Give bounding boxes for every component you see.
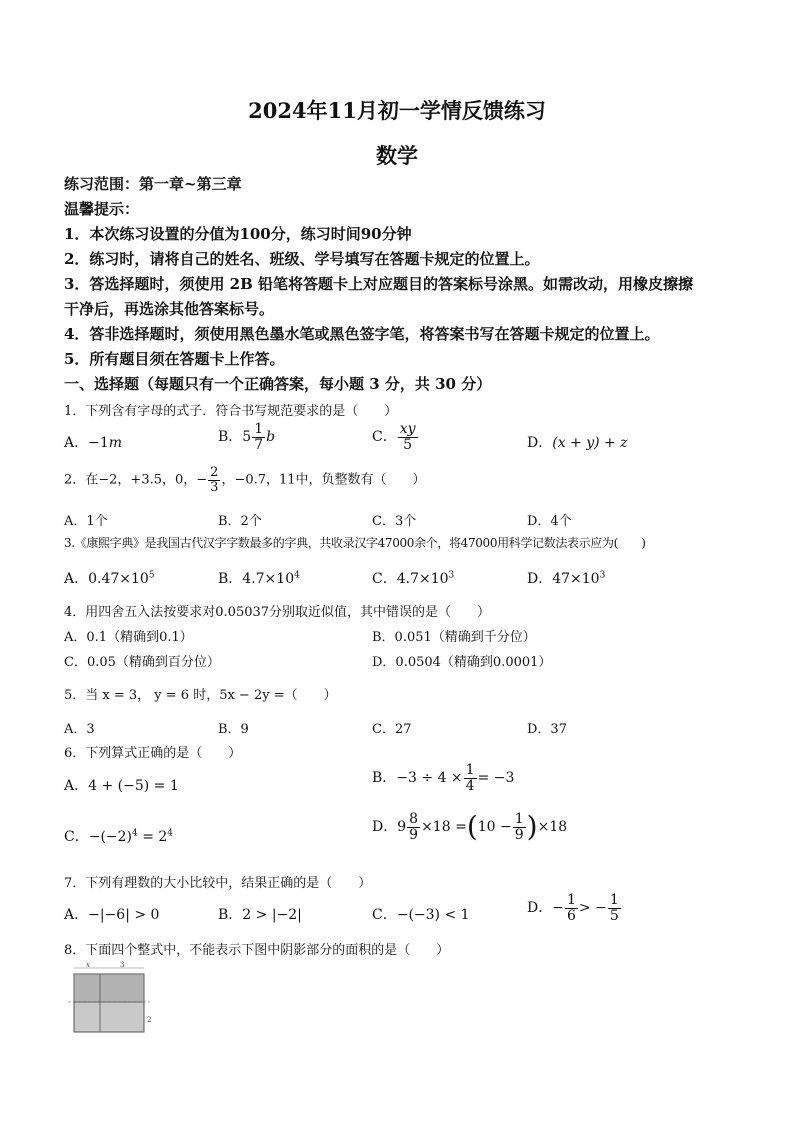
- denominator: 4: [465, 777, 475, 794]
- expr: −1: [88, 435, 109, 451]
- numerator: 2: [210, 465, 219, 480]
- denominator: 9: [514, 826, 524, 843]
- minus: −: [552, 900, 564, 917]
- q8-shaded-figure: [64, 960, 164, 1038]
- whole: 5: [242, 429, 252, 446]
- numerator: 1: [254, 421, 264, 437]
- q5-stem: 5．当 x = 3， y = 6 时，5x − 2y =（ ）: [64, 688, 337, 703]
- stem-part-a: 2．在−2，+3.5，0，−: [64, 472, 208, 488]
- tip-2: 2．练习时，请将自己的姓名、班级、学号填写在答题卡规定的位置上。: [64, 250, 540, 268]
- q2-option-a: A．1个: [64, 514, 108, 529]
- fraction: [464, 763, 477, 793]
- tip-4: 4．答非选择题时，须使用黑色墨水笔或黑色签字笔，将答案书写在答题卡规定的位置上。: [64, 325, 660, 343]
- numerator: 1: [566, 892, 576, 908]
- whole: 9: [397, 819, 407, 836]
- base: 4.7×10: [396, 571, 449, 587]
- fraction: [208, 466, 220, 494]
- q6-option-c: [64, 826, 173, 846]
- var: m: [108, 435, 123, 451]
- option-label: B．: [218, 571, 243, 587]
- numerator: 1: [514, 811, 524, 827]
- figure-label-3: 3: [120, 961, 125, 969]
- q2-option-c: C．3个: [372, 514, 417, 529]
- right-paren: ): [526, 810, 538, 844]
- fraction: [608, 893, 621, 923]
- option-label: D．: [527, 900, 553, 917]
- q6-option-d: [372, 812, 567, 842]
- option-label: D．: [527, 571, 553, 587]
- option-label: B．: [372, 770, 397, 787]
- denominator: 6: [566, 907, 576, 924]
- expr-b: = 2: [137, 829, 168, 845]
- tip-5: 5．所有题目须在答题卡上作答。: [64, 350, 285, 368]
- option-label: D．: [372, 819, 398, 836]
- exam-title: 2024年11月初一学情反馈练习: [248, 98, 546, 123]
- expr-in: 10 −: [477, 819, 512, 836]
- option-label: A．: [64, 571, 89, 587]
- tips-header: 温馨提示：: [64, 200, 140, 218]
- denominator: 5: [609, 907, 619, 924]
- exponent: 3: [448, 570, 455, 581]
- q5-option-d: D．37: [527, 722, 567, 737]
- q1-option-b: [218, 422, 275, 452]
- q5-option-a: A．3: [64, 722, 95, 737]
- tip-3: 3．答选择题时，须使用 2B 铅笔将答题卡上对应题目的答案标号涂黑。如需改动，用橡皮擦擦: [64, 275, 694, 293]
- q4-option-b: B．0.051（精确到千分位）: [372, 630, 536, 645]
- denominator: 5: [403, 436, 413, 453]
- option-label: C．: [64, 829, 89, 845]
- q4-stem: 4．用四舍五入法按要求对0.05037分别取近似值，其中错误的是（ ）: [64, 605, 491, 620]
- fraction: [513, 812, 526, 842]
- numerator: xy: [399, 421, 416, 437]
- q5-option-b: B．9: [218, 722, 249, 737]
- tip-1: 1．本次练习设置的分值为100分，练习时间90分钟: [64, 225, 412, 243]
- q2-option-d: D．4个: [527, 514, 572, 529]
- denominator: 9: [409, 826, 419, 843]
- q4-option-d: D．0.0504（精确到0.0001）: [372, 655, 552, 670]
- exponent: 4: [167, 828, 174, 839]
- base: 0.47×10: [88, 571, 149, 587]
- expr-b: = −3: [477, 770, 515, 787]
- expr-a: −(−2): [88, 829, 133, 845]
- stem-part-b: ，−0.7，11中，负整数有（ ）: [221, 472, 426, 488]
- expr-mid: ×18 =: [421, 819, 467, 836]
- option-label: B．: [218, 429, 243, 446]
- practice-scope: 练习范围：第一章~第三章: [64, 175, 242, 193]
- q2-option-b: B．2个: [218, 514, 262, 529]
- expr: (x + y) + z: [552, 435, 628, 451]
- q6-option-a: A．4 + (−5) = 1: [64, 778, 179, 794]
- expr-end: ×18: [537, 819, 568, 836]
- denominator: 3: [210, 479, 219, 495]
- q4-option-c: C．0.05（精确到百分位）: [64, 655, 220, 670]
- q1-option-d: [527, 432, 628, 452]
- q7-option-b: B．2 > |−2|: [218, 907, 302, 923]
- figure-label-x: x: [86, 961, 90, 969]
- left-paren: (: [466, 810, 478, 844]
- var: b: [266, 429, 276, 446]
- q1-stem: 1．下列含有字母的式子．符合书写规范要求的是（ ）: [64, 404, 398, 419]
- q7-option-d: [527, 893, 622, 923]
- option-label: C．: [372, 429, 397, 446]
- greater-than: > −: [578, 900, 607, 917]
- q3-option-b: [218, 568, 300, 588]
- exponent: 4: [294, 570, 300, 581]
- numerator: 1: [465, 762, 475, 778]
- option-label: D．: [527, 435, 553, 451]
- q6-stem: 6．下列算式正确的是（ ）: [64, 746, 242, 761]
- exponent: 4: [132, 828, 138, 839]
- numerator: 1: [609, 892, 619, 908]
- fraction: [565, 893, 578, 923]
- fraction: [252, 422, 265, 452]
- q4-option-a: A．0.1（精确到0.1）: [64, 630, 193, 645]
- q2-stem: [64, 466, 426, 494]
- fraction: [407, 812, 420, 842]
- section-heading: 一、选择题（每题只有一个正确答案，每小题 3 分，共 30 分）: [64, 375, 492, 393]
- q5-option-c: C．27: [372, 722, 412, 737]
- numerator: 8: [409, 811, 419, 827]
- base: 47×10: [552, 571, 600, 587]
- denominator: 7: [254, 436, 264, 453]
- expr-a: −3 ÷ 4 ×: [396, 770, 463, 787]
- q1-option-a: [64, 432, 122, 452]
- q3-option-a: [64, 568, 155, 588]
- option-label: A．: [64, 435, 89, 451]
- figure-label-2: 2: [147, 1016, 152, 1024]
- option-label: C．: [372, 571, 397, 587]
- q3-stem: 3.《康熙字典》是我国古代汉字字数最多的字典，共收录汉字47000余个，将47000用科学记数法表示应为( ): [64, 536, 646, 550]
- q7-option-a: A．−|−6| > 0: [64, 907, 160, 923]
- q3-option-c: [372, 568, 454, 588]
- q6-option-b: [372, 763, 514, 793]
- base: 4.7×10: [242, 571, 295, 587]
- q7-option-c: C．−(−3) < 1: [372, 907, 470, 923]
- q7-stem: 7．下列有理数的大小比较中，结果正确的是（ ）: [64, 876, 372, 891]
- q8-stem: 8．下面四个整式中，不能表示下图中阴影部分的面积的是（ ）: [64, 943, 450, 958]
- exponent: 3: [599, 570, 606, 581]
- q3-option-d: [527, 568, 605, 588]
- figure-top-region: [74, 974, 144, 1002]
- q1-option-c: [372, 422, 419, 452]
- exponent: 5: [148, 570, 155, 581]
- tip-3-cont: 干净后，再选涂其他答案标号。: [64, 300, 275, 318]
- subject-title: 数学: [376, 143, 418, 168]
- fraction: [398, 422, 418, 452]
